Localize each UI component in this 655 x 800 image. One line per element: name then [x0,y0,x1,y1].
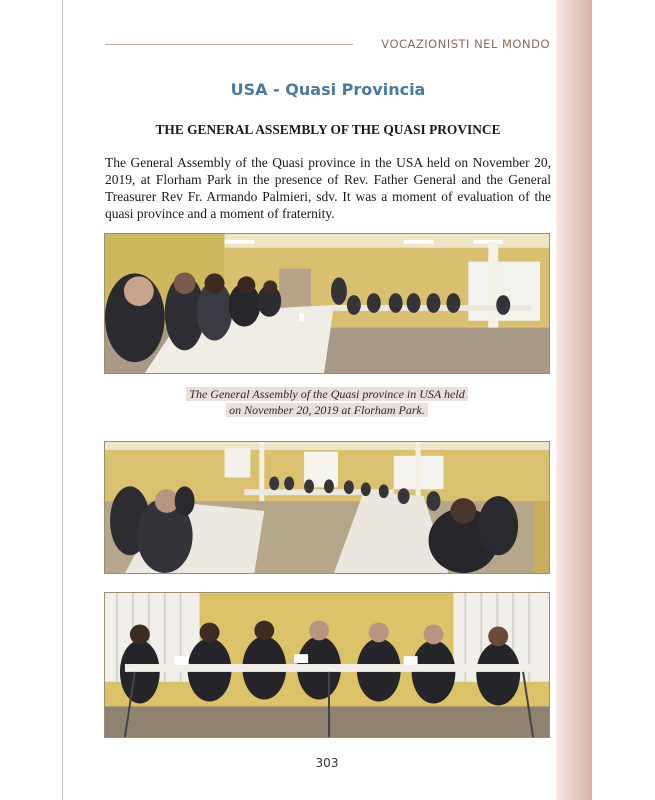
page-edge-shading [556,0,592,800]
caption-line-2: on November 20, 2019 at Florham Park. [226,403,428,417]
page-number: 303 [315,756,339,770]
photo-caption [104,386,550,418]
running-header: VOCAZIONISTI NEL MONDO [381,37,550,51]
photo-assembly-2 [104,441,550,574]
section-title: USA - Quasi Provincia [230,80,426,99]
caption-line-1: The General Assembly of the Quasi province in USA held [186,387,467,401]
header-rule [105,44,353,45]
photo-assembly-3 [104,592,550,738]
article-body: The General Assembly of the Quasi province in the USA held on November 20, 2019, at Florham Park in the presence of Rev. Father General and the General Treasurer Rev Fr. Armando Palmieri, sdv. It was a moment of evaluation of the quasi province and a moment of fraternity. [105,155,551,221]
article-heading: THE GENERAL ASSEMBLY OF THE QUASI PROVINCE [155,122,501,137]
photo-assembly-1 [104,233,550,374]
